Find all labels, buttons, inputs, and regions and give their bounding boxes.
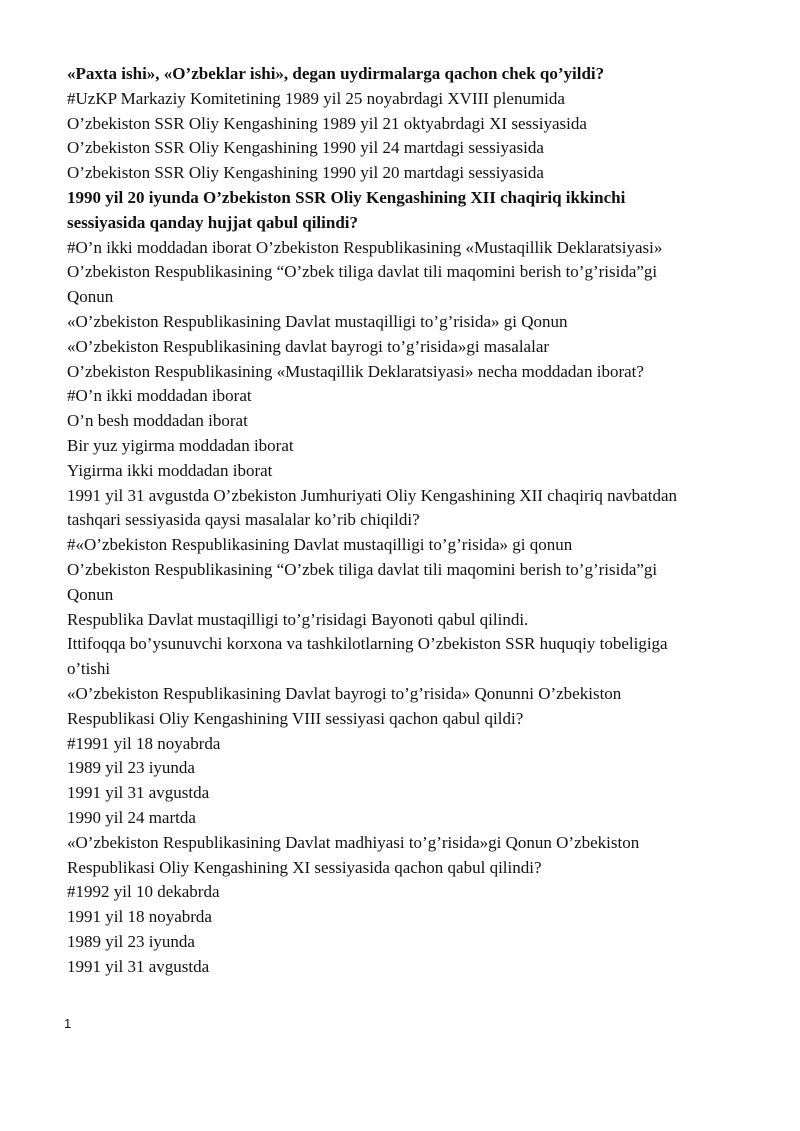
text-line: Ittifoqqa bo’ysunuvchi korxona va tashkilotlarning O’zbekiston SSR huquqiy tobeligiga bbox=[67, 634, 668, 654]
text-line: «O’zbekiston Respublikasining Davlat mustaqilligi to’g’risida» gi Qonun bbox=[67, 311, 568, 331]
text-line: #1991 yil 18 noyabrda bbox=[67, 733, 221, 753]
question-heading-line: sessiyasida qanday hujjat qabul qilindi? bbox=[67, 212, 359, 232]
text-line: O’n besh moddadan iborat bbox=[67, 411, 248, 431]
text-line: «O’zbekiston Respublikasining davlat bayrogi to’g’risida»gi masalalar bbox=[67, 336, 550, 356]
text-line: Respublikasi Oliy Kengashining XI sessiyasida qachon qabul qilindi? bbox=[67, 857, 542, 877]
text-line: 1989 yil 23 iyunda bbox=[67, 758, 195, 778]
text-line: 1991 yil 31 avgustda bbox=[67, 956, 210, 976]
text-line: «O’zbekiston Respublikasining Davlat madhiyasi to’g’risida»gi Qonun O’zbekiston bbox=[67, 832, 640, 852]
text-line: O’zbekiston Respublikasining “O’zbek tiliga davlat tili maqomini berish to’g’risida”gi bbox=[67, 559, 658, 579]
page-number: 1 bbox=[64, 1016, 72, 1031]
text-line: O’zbekiston Respublikasining «Mustaqillik Deklaratsiyasi» necha moddadan iborat? bbox=[67, 361, 644, 381]
text-line: #1992 yil 10 dekabrda bbox=[67, 882, 220, 902]
text-line: «O’zbekiston Respublikasining Davlat bayrogi to’g’risida» Qonunni O’zbekiston bbox=[67, 683, 622, 703]
text-line: 1991 yil 31 avgustda bbox=[67, 783, 210, 803]
text-line: 1990 yil 24 martda bbox=[67, 807, 196, 827]
text-line: Respublikasi Oliy Kengashining VIII sessiyasi qachon qabul qildi? bbox=[67, 708, 524, 728]
text-line: O’zbekiston SSR Oliy Kengashining 1990 yil 20 martdagi sessiyasida bbox=[67, 163, 544, 183]
text-line: Qonun bbox=[67, 584, 114, 604]
question-heading-line: 1990 yil 20 iyunda O’zbekiston SSR Oliy Kengashining XII chaqiriq ikkinchi bbox=[67, 187, 626, 207]
text-line: 1991 yil 18 noyabrda bbox=[67, 907, 212, 927]
question-heading-line: «Paxta ishi», «O’zbeklar ishi», degan uydirmalarga qachon chek qo’yildi? bbox=[67, 64, 605, 83]
text-line: O’zbekiston Respublikasining “O’zbek tiliga davlat tili maqomini berish to’g’risida”gi bbox=[67, 262, 658, 282]
text-line: tashqari sessiyasida qaysi masalalar ko’rib chiqildi? bbox=[67, 510, 420, 530]
text-line: #UzKP Markaziy Komitetining 1989 yil 25 noyabrdagi XVIII plenumida bbox=[67, 88, 565, 108]
text-line: Respublika Davlat mustaqilligi to’g’risidagi Bayonoti qabul qilindi. bbox=[67, 609, 529, 629]
text-line: Yigirma ikki moddadan iborat bbox=[67, 460, 273, 480]
text-line: O’zbekiston SSR Oliy Kengashining 1989 yil 21 oktyabrdagi XI sessiyasida bbox=[67, 113, 587, 133]
text-line: #«O’zbekiston Respublikasining Davlat mustaqilligi to’g’risida» gi qonun bbox=[67, 535, 573, 555]
text-line: Qonun bbox=[67, 287, 114, 307]
document-body bbox=[67, 62, 757, 979]
text-line: O’zbekiston SSR Oliy Kengashining 1990 yil 24 martdagi sessiyasida bbox=[67, 138, 544, 158]
text-line: #O’n ikki moddadan iborat O’zbekiston Respublikasining «Mustaqillik Deklaratsiyasi» bbox=[67, 237, 663, 257]
text-line: #O’n ikki moddadan iborat bbox=[67, 386, 252, 406]
text-line: 1991 yil 31 avgustda O’zbekiston Jumhuriyati Oliy Kengashining XII chaqiriq navbatdan bbox=[67, 485, 677, 505]
text-line: Bir yuz yigirma moddadan iborat bbox=[67, 435, 294, 455]
text-line: o’tishi bbox=[67, 659, 111, 679]
text-line: 1989 yil 23 iyunda bbox=[67, 931, 195, 951]
